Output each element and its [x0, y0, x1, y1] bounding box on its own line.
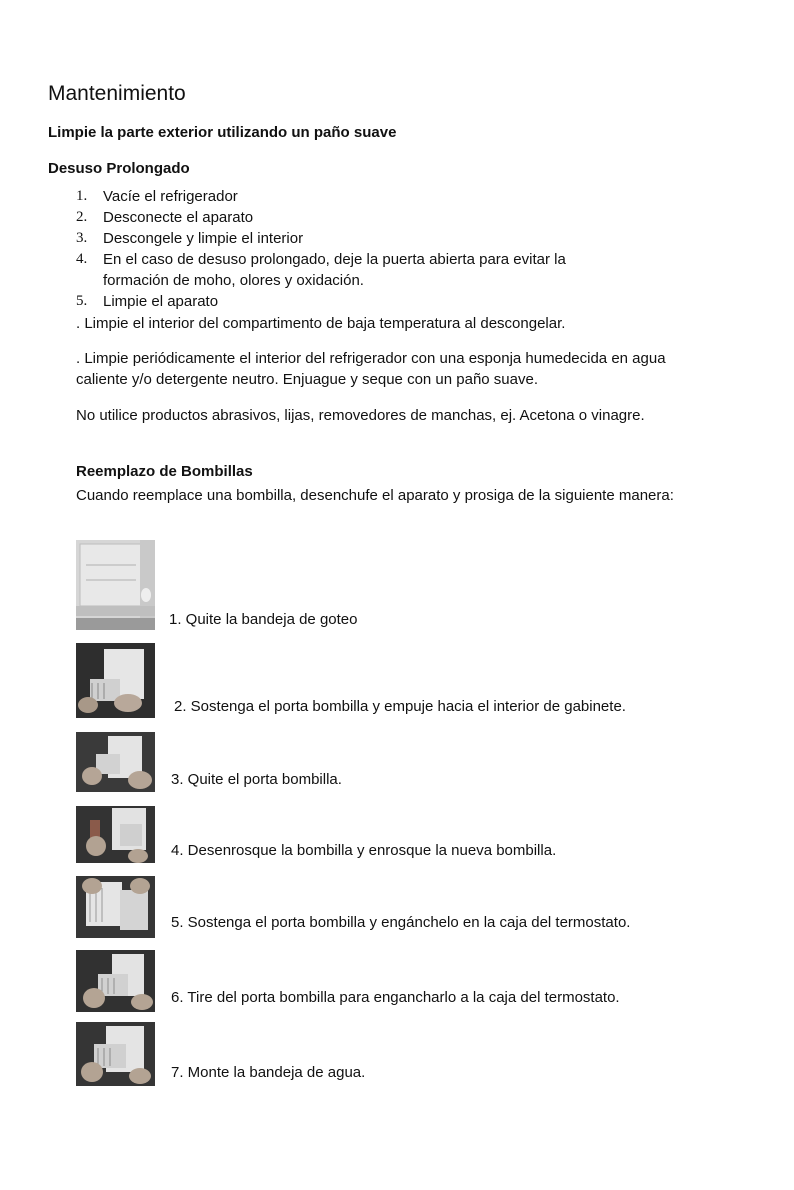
list-item — [76, 186, 696, 207]
step-number: 3. — [76, 230, 88, 246]
step-number: 5. — [76, 293, 88, 309]
bulb-holder-remove-photo — [76, 732, 155, 792]
list-item — [76, 291, 696, 312]
list-item — [76, 228, 696, 249]
list-item — [76, 249, 623, 291]
step-text: En el caso de desuso prolongado, deje la puerta abierta para evitar la formación de moho, olores y oxidación. — [103, 251, 566, 289]
disuse-steps-list — [76, 186, 696, 312]
step-number: 2. — [76, 209, 88, 225]
drip-tray-photo — [76, 540, 155, 630]
page-title: Mantenimiento — [48, 82, 186, 105]
bulb-unscrew-photo — [76, 806, 155, 863]
bulb-step-caption: 4. Desenrosque la bombilla y enrosque la nueva bombilla. — [171, 842, 557, 859]
step-text: Desconecte el aparato — [103, 209, 254, 226]
periodic-cleaning-note: . Limpie periódicamente el interior del refrigerador con una esponja humedecida en agua caliente y/o detergente neutro. Enjuague y seque con un paño suave. — [76, 350, 666, 388]
bulb-step-caption: 1. Quite la bandeja de goteo — [169, 611, 358, 628]
step-number: 4. — [76, 251, 88, 267]
bulb-holder-pull-photo — [76, 950, 155, 1012]
bulb-step-caption: 3. Quite el porta bombilla. — [171, 771, 342, 788]
list-item — [76, 207, 696, 228]
water-tray-mount-photo — [76, 1022, 155, 1086]
step-text: Limpie el aparato — [103, 293, 219, 310]
bulb-holder-push-photo — [76, 643, 155, 718]
bulb-step-caption: 6. Tire del porta bombilla para engancharlo a la caja del termostato. — [171, 989, 620, 1006]
abrasives-warning: No utilice productos abrasivos, lijas, removedores de manchas, ej. Acetona o vinagre. — [76, 407, 645, 424]
exterior-cleaning-heading: Limpie la parte exterior utilizando un paño suave — [48, 124, 397, 141]
bulb-step-caption: 5. Sostenga el porta bombilla y engánchelo en la caja del termostato. — [171, 914, 631, 931]
bulb-replacement-intro: Cuando reemplace una bombilla, desenchufe el aparato y prosiga de la siguiente manera: — [76, 487, 674, 504]
step-text: Vacíe el refrigerador — [103, 188, 238, 205]
bulb-step-caption: 2. Sostenga el porta bombilla y empuje hacia el interior de gabinete. — [174, 698, 626, 715]
bulb-holder-hook-photo — [76, 876, 155, 938]
low-temp-compartment-note: . Limpie el interior del compartimento de baja temperatura al descongelar. — [76, 315, 566, 332]
disuse-heading: Desuso Prolongado — [48, 160, 190, 177]
bulb-replacement-heading: Reemplazo de Bombillas — [76, 463, 253, 480]
step-text: Descongele y limpie el interior — [103, 230, 304, 247]
bulb-step-caption: 7. Monte la bandeja de agua. — [171, 1064, 366, 1081]
step-number: 1. — [76, 188, 88, 204]
